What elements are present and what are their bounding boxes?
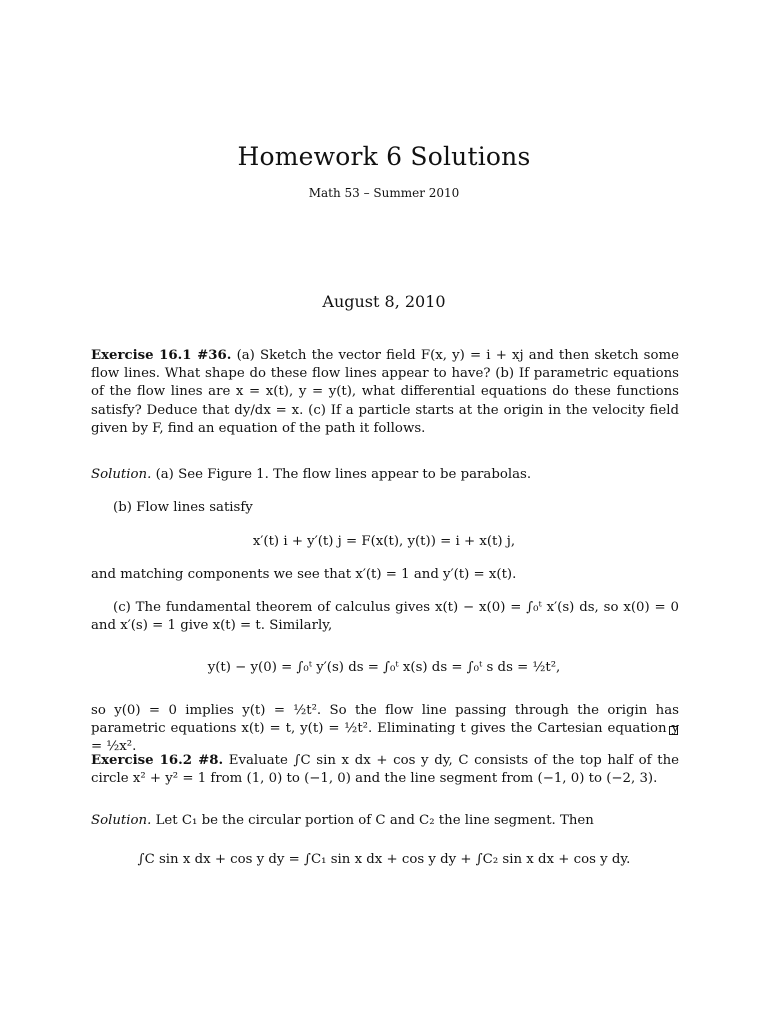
exercise-1-text: (a) Sketch the vector field F(x, y) = i + xj and then sketch some flow lines. What shape do these flow lines appear to have? (b) If parametric equations of the flow lines are x = x(t), y = y(t), what differential equations do these functions satisfy? Deduce that dy/dx = x. (c) If a particle starts at the origin in the velocity field given by F, find an equation of the path it follows. [91, 348, 679, 436]
solution-1-part-a-text: (a) See Figure 1. The flow lines appear to be parabolas. [155, 467, 532, 482]
solution-1-label: Solution. [91, 467, 152, 482]
equation-line-integral-split: ∫C sin x dx + cos y dy = ∫C₁ sin x dx + cos y dy + ∫C₂ sin x dx + cos y dy. [137, 852, 631, 867]
solution-2-text: Let C₁ be the circular portion of C and C₂ the line segment. Then [155, 813, 594, 828]
solution-2 [91, 812, 679, 830]
exercise-2-heading: Exercise 16.2 #8. [91, 753, 224, 768]
document-title: Homework 6 Solutions [237, 142, 531, 171]
exercise-2 [91, 752, 679, 788]
exercise-2-text: Evaluate ∫C sin x dx + cos y dy, C consists of the top half of the circle x² + y² = 1 from (1, 0) to (−1, 0) and the line segment from (−1, 0) to (−2, 3). [91, 753, 679, 787]
document-subtitle: Math 53 – Summer 2010 [308, 186, 460, 200]
document-date: August 8, 2010 [322, 292, 446, 311]
exercise-1 [91, 347, 679, 438]
exercise-1-heading: Exercise 16.1 #36. [91, 348, 232, 363]
solution-1-part-a [91, 466, 679, 484]
solution-1-part-c-conclusion: so y(0) = 0 implies y(t) = ½t². So the flow line passing through the origin has parametric equations x(t) = t, y(t) = ½t². Eliminating t gives the Cartesian equation y = ½x². [91, 703, 679, 755]
equation-integral-y: y(t) − y(0) = ∫₀ᵗ y′(s) ds = ∫₀ᵗ x(s) ds = ∫₀ᵗ s ds = ½t², [207, 660, 561, 675]
equation-flow-lines: x′(t) i + y′(t) j = F(x(t), y(t)) = i + x(t) j, [252, 534, 516, 549]
solution-2-label: Solution. [91, 813, 152, 828]
qed-box-icon [669, 726, 678, 735]
solution-1-part-b-conclusion: and matching components we see that x′(t) = 1 and y′(t) = x(t). [91, 567, 517, 582]
solution-1-part-b-intro: (b) Flow lines satisfy [113, 500, 253, 515]
solution-1-part-c: (c) The fundamental theorem of calculus gives x(t) − x(0) = ∫₀ᵗ x′(s) ds, so x(0) = 0 and x′(s) = 1 give x(t) = t. Similarly, [91, 600, 679, 634]
